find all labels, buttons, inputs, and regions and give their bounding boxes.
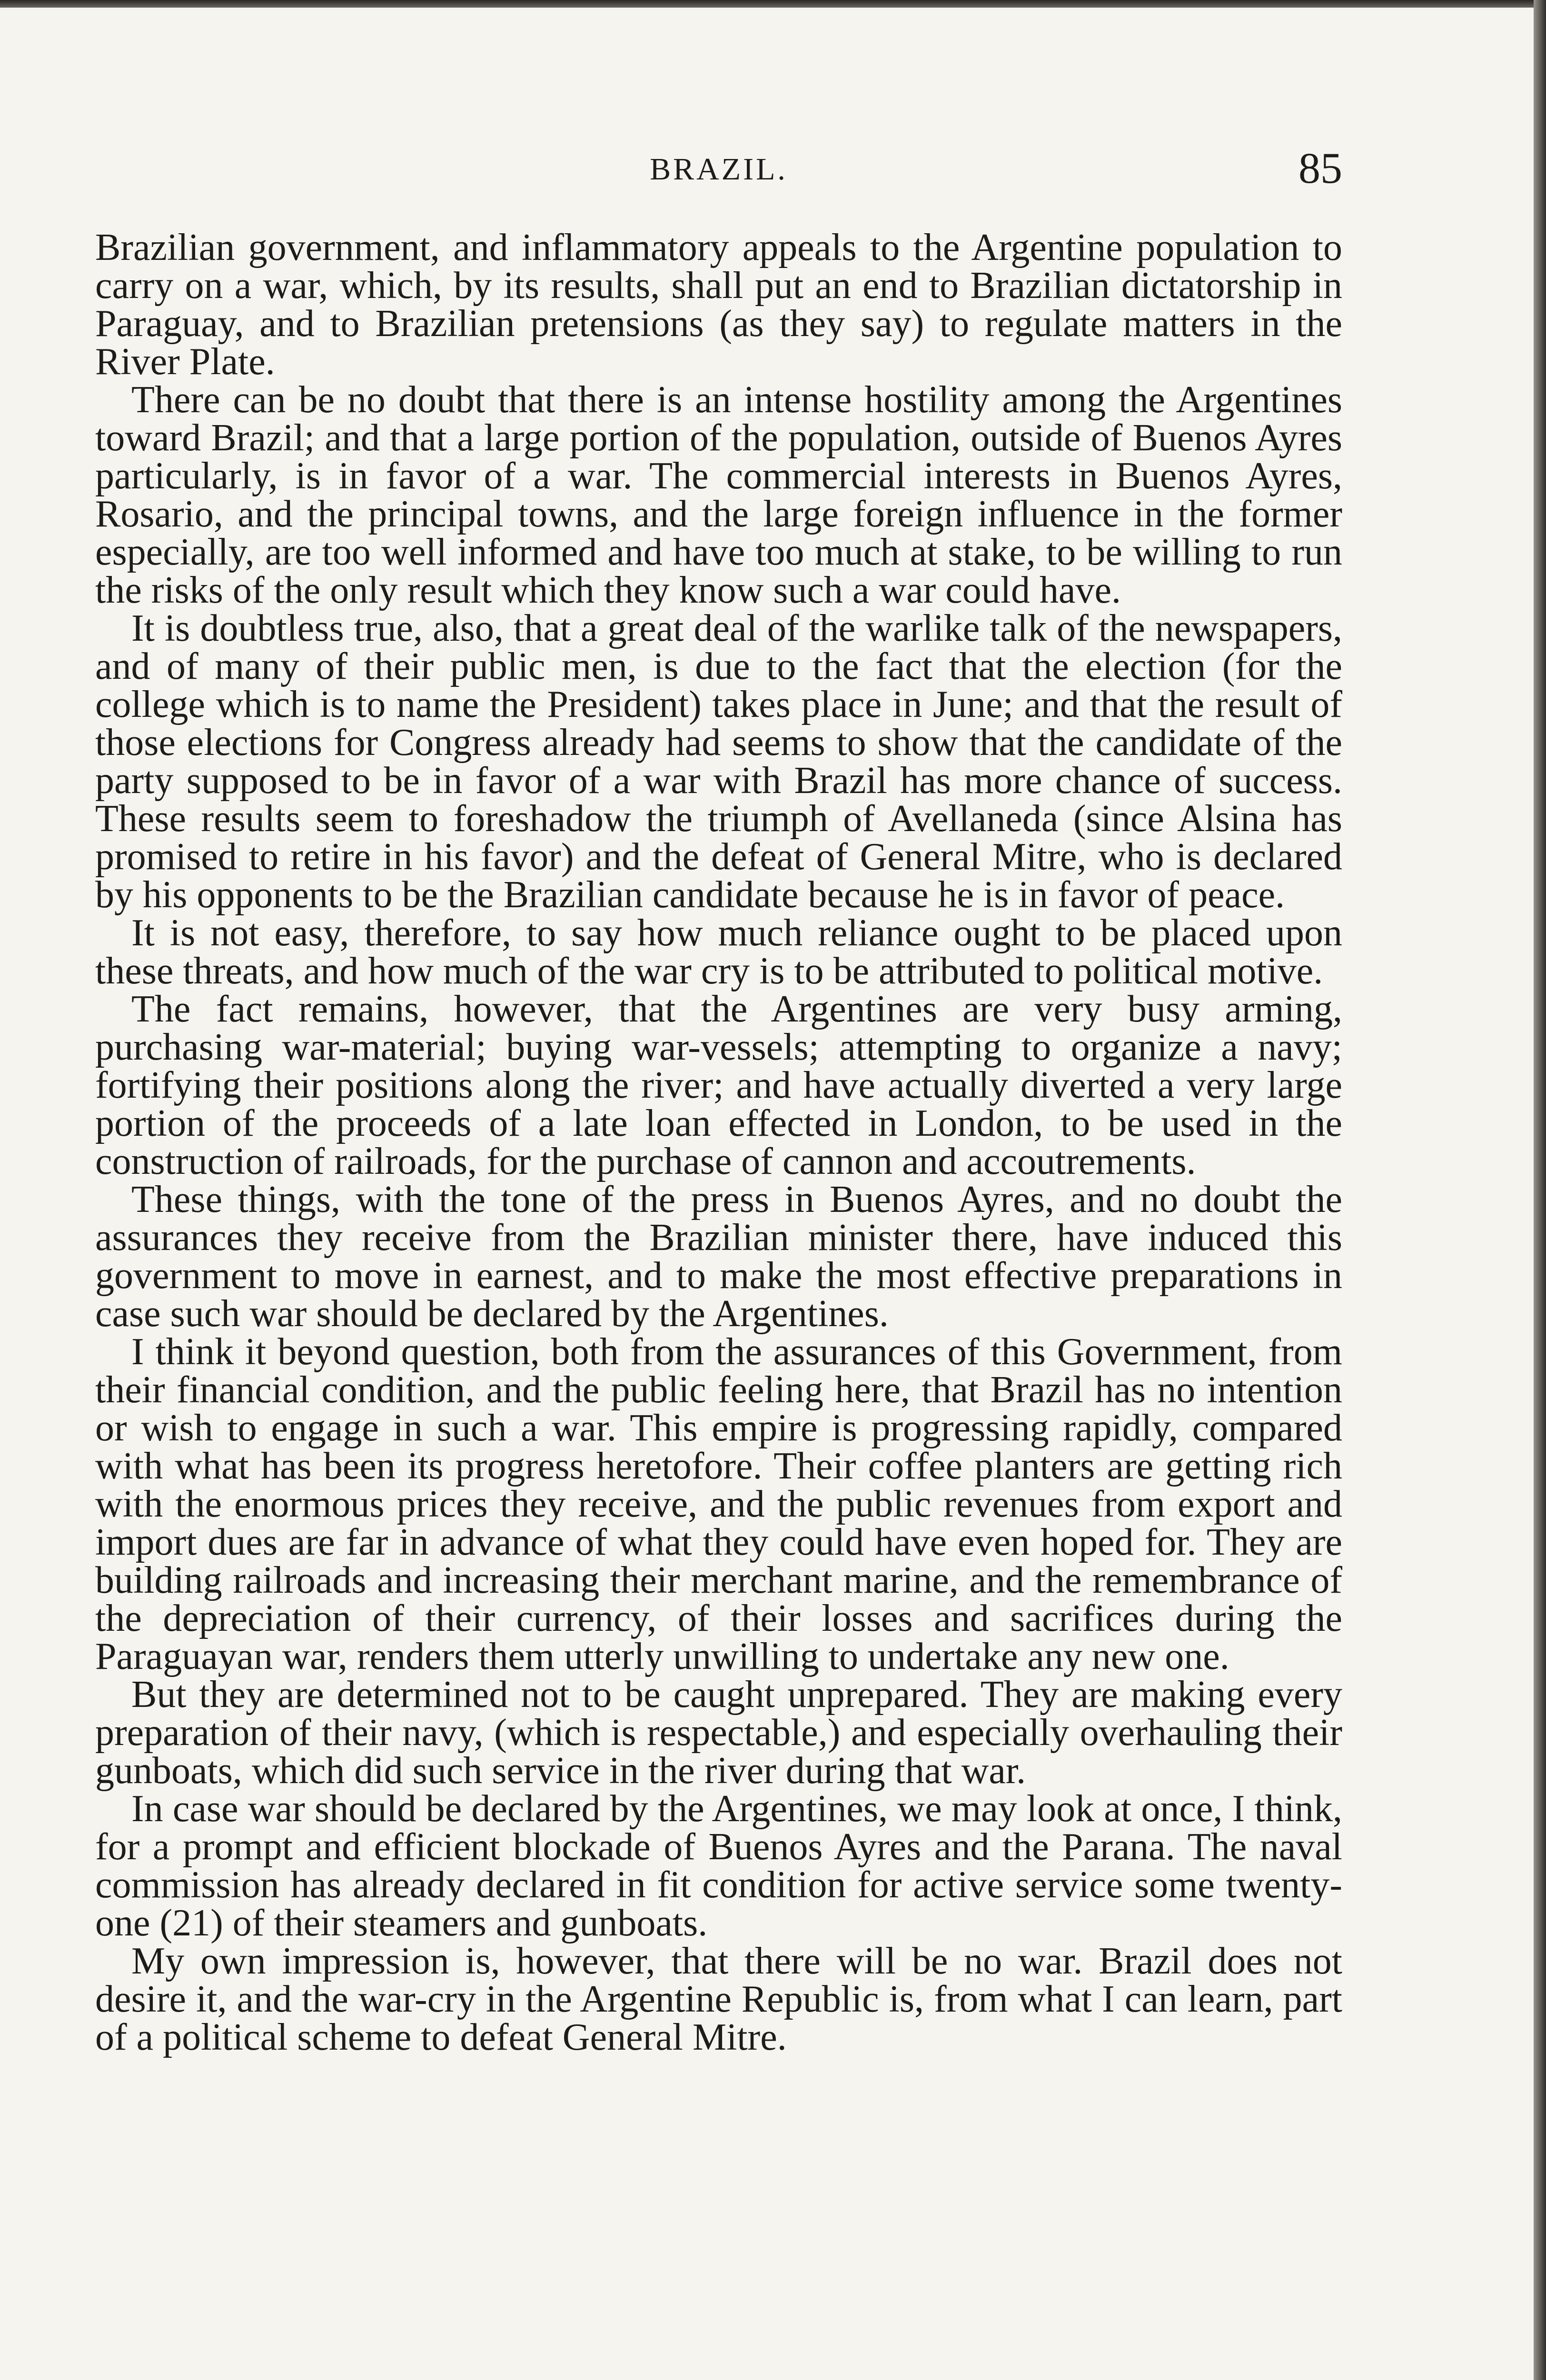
paragraph: It is doubtless true, also, that a great deal of the warlike talk of the newspapers, and of many of their public men, is due to the fact that the election (for the college which is to name the President) takes place in June; and that the result of those elections for Congress already had seems to show that the candidate of the party supposed to be in favor of a war with Brazil has more chance of success. These results seem to foreshadow the triumph of Avellaneda (since Alsina has promised to retire in his favor) and the defeat of General Mitre, who is declared by his opponents to be the Brazilian candidate because he is in favor of peace. bbox=[95, 607, 1342, 916]
paragraph: These things, with the tone of the press in Buenos Ayres, and no doubt the assurances they receive from the Brazilian minister there, have induced this government to move in earnest, and to make the most effective preparations in case such war should be declared by the Argentines. bbox=[95, 1179, 1342, 1335]
scan-top-edge bbox=[0, 0, 1546, 8]
paragraph: There can be no doubt that there is an intense hostility among the Argentines toward Brazil; and that a large portion of the population, outside of Buenos Ayres particularly, is in favor of a war. The commercial interests in Buenos Ayres, Rosario, and the principal towns, and the large foreign influence in the former especially, are too well informed and have too much at stake, to be willing to run the risks of the only result which they know such a war could have. bbox=[95, 379, 1342, 611]
scan-right-edge bbox=[1534, 0, 1546, 2380]
paragraph: The fact remains, however, that the Argentines are very busy arming, purchasing war-material; buying war-vessels; attempting to organize a navy; fortifying their positions along the river; and have actually diverted a very large portion of the proceeds of a late loan effected in London, to be used in the construction of railroads, for the purchase of cannon and accoutrements. bbox=[95, 988, 1342, 1182]
paragraph: In case war should be declared by the Argentines, we may look at once, I think, for a prompt and efficient blockade of Buenos Ayres and the Parana. The naval commission has already declared in fit condition for active service some twenty-one (21) of their steamers and gunboats. bbox=[95, 1788, 1342, 1944]
paragraph: It is not easy, therefore, to say how much reliance ought to be placed upon these threats, and how much of the war cry is to be attributed to political motive. bbox=[95, 912, 1342, 992]
paragraph: I think it beyond question, both from the assurances of this Government, from their financial condition, and the public feeling here, that Brazil has no intention or wish to engage in such a war. This empire is progressing rapidly, compared with what has been its progress heretofore. Their coffee planters are getting rich with the enormous prices they receive, and the public revenues from export and import dues are far in advance of what they could have even hoped for. They are building railroads and increasing their merchant marine, and the remembrance of the depreciation of their currency, of their losses and sacrifices during the Paraguayan war, renders them utterly unwilling to undertake any new one. bbox=[95, 1331, 1342, 1677]
running-head: BRAZIL. bbox=[650, 152, 788, 187]
page-number: 85 bbox=[1298, 144, 1342, 192]
body-text bbox=[95, 228, 1342, 2056]
paragraph: But they are determined not to be caught unprepared. They are making every preparation of their navy, (which is respectable,) and especially overhauling their gunboats, which did such service in the river during that war. bbox=[95, 1674, 1342, 1792]
paragraph: My own impression is, however, that there will be no war. Brazil does not desire it, and the war-cry in the Argentine Republic is, from what I can learn, part of a political scheme to defeat General Mitre. bbox=[95, 1940, 1342, 2058]
page-header bbox=[95, 143, 1342, 200]
paragraph-continued: Brazilian government, and inflammatory appeals to the Argentine population to carry on a war, which, by its results, shall put an end to Brazilian dictatorship in Paraguay, and to Brazilian pretensions (as they say) to regulate matters in the River Plate. bbox=[95, 227, 1342, 383]
